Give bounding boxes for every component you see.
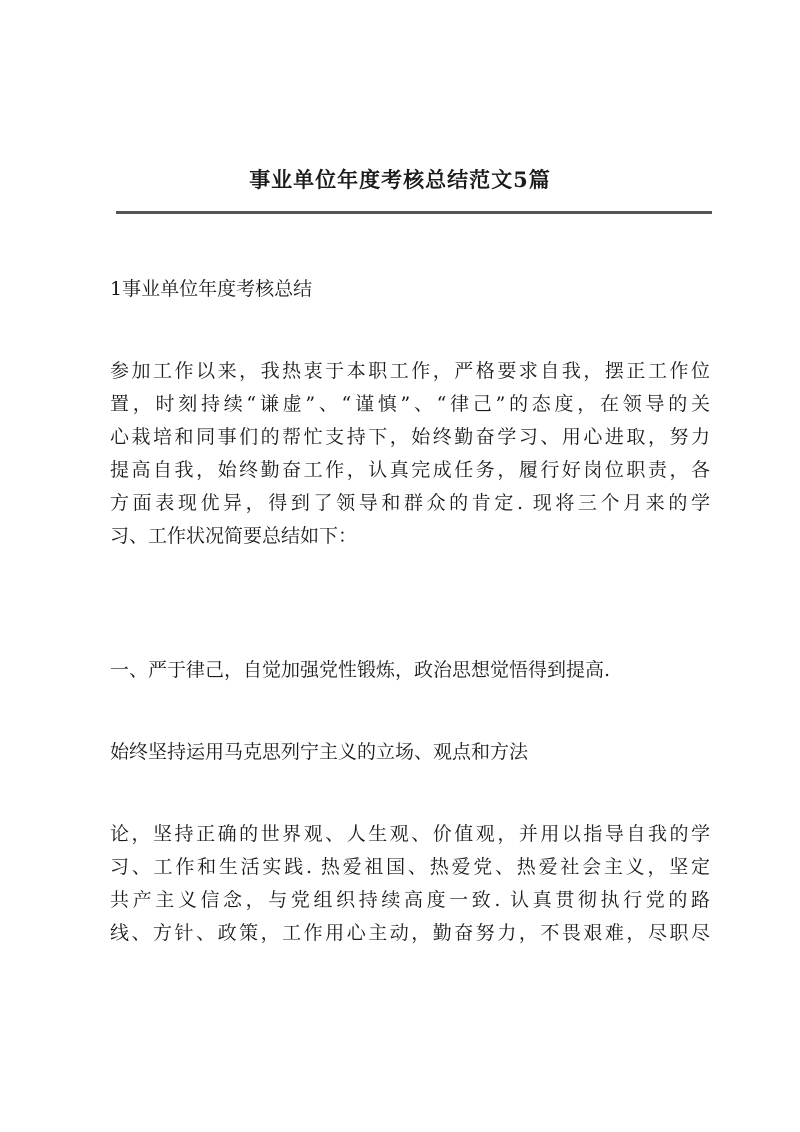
section-heading: 1事业单位年度考核总结 [110,278,313,300]
paragraph-method: 始终坚持运用马克思列宁主义的立场、观点和方法 [110,741,529,763]
paragraph-line: 心栽培和同事们的帮忙支持下，始终勤奋学习、用心进取，努力 [110,426,710,448]
title-divider [116,211,712,214]
paragraph-line: 提高自我，始终勤奋工作，认真完成任务，履行好岗位职责，各 [110,459,710,481]
paragraph-line: 参加工作以来，我热衷于本职工作，严格要求自我，摆正工作位 [110,360,710,382]
paragraph-line: 置，时刻持续“谦虚”、“谨慎”、“律己”的态度，在领导的关 [110,393,710,415]
paragraph-worldview [110,818,710,950]
paragraph-line: 论，坚持正确的世界观、人生观、价值观，并用以指导自我的学 [110,823,710,845]
paragraph-line: 方面表现优异，得到了领导和群众的肯定. 现将三个月来的学 [110,492,710,514]
document-title: 事业单位年度考核总结范文5篇 [249,167,551,192]
paragraph-intro [110,355,710,553]
paragraph-line: 习、工作和生活实践. 热爱祖国、热爱党、热爱社会主义，坚定 [110,856,710,878]
heading-one: 一、严于律己，自觉加强党性锻炼，政治思想觉悟得到提高. [110,659,611,681]
paragraph-line: 共产主义信念，与党组织持续高度一致. 认真贯彻执行党的路 [110,889,710,911]
paragraph-line: 习、工作状况简要总结如下： [110,525,358,547]
paragraph-line: 线、方针、政策，工作用心主动，勤奋努力，不畏艰难，尽职尽 [110,922,710,944]
